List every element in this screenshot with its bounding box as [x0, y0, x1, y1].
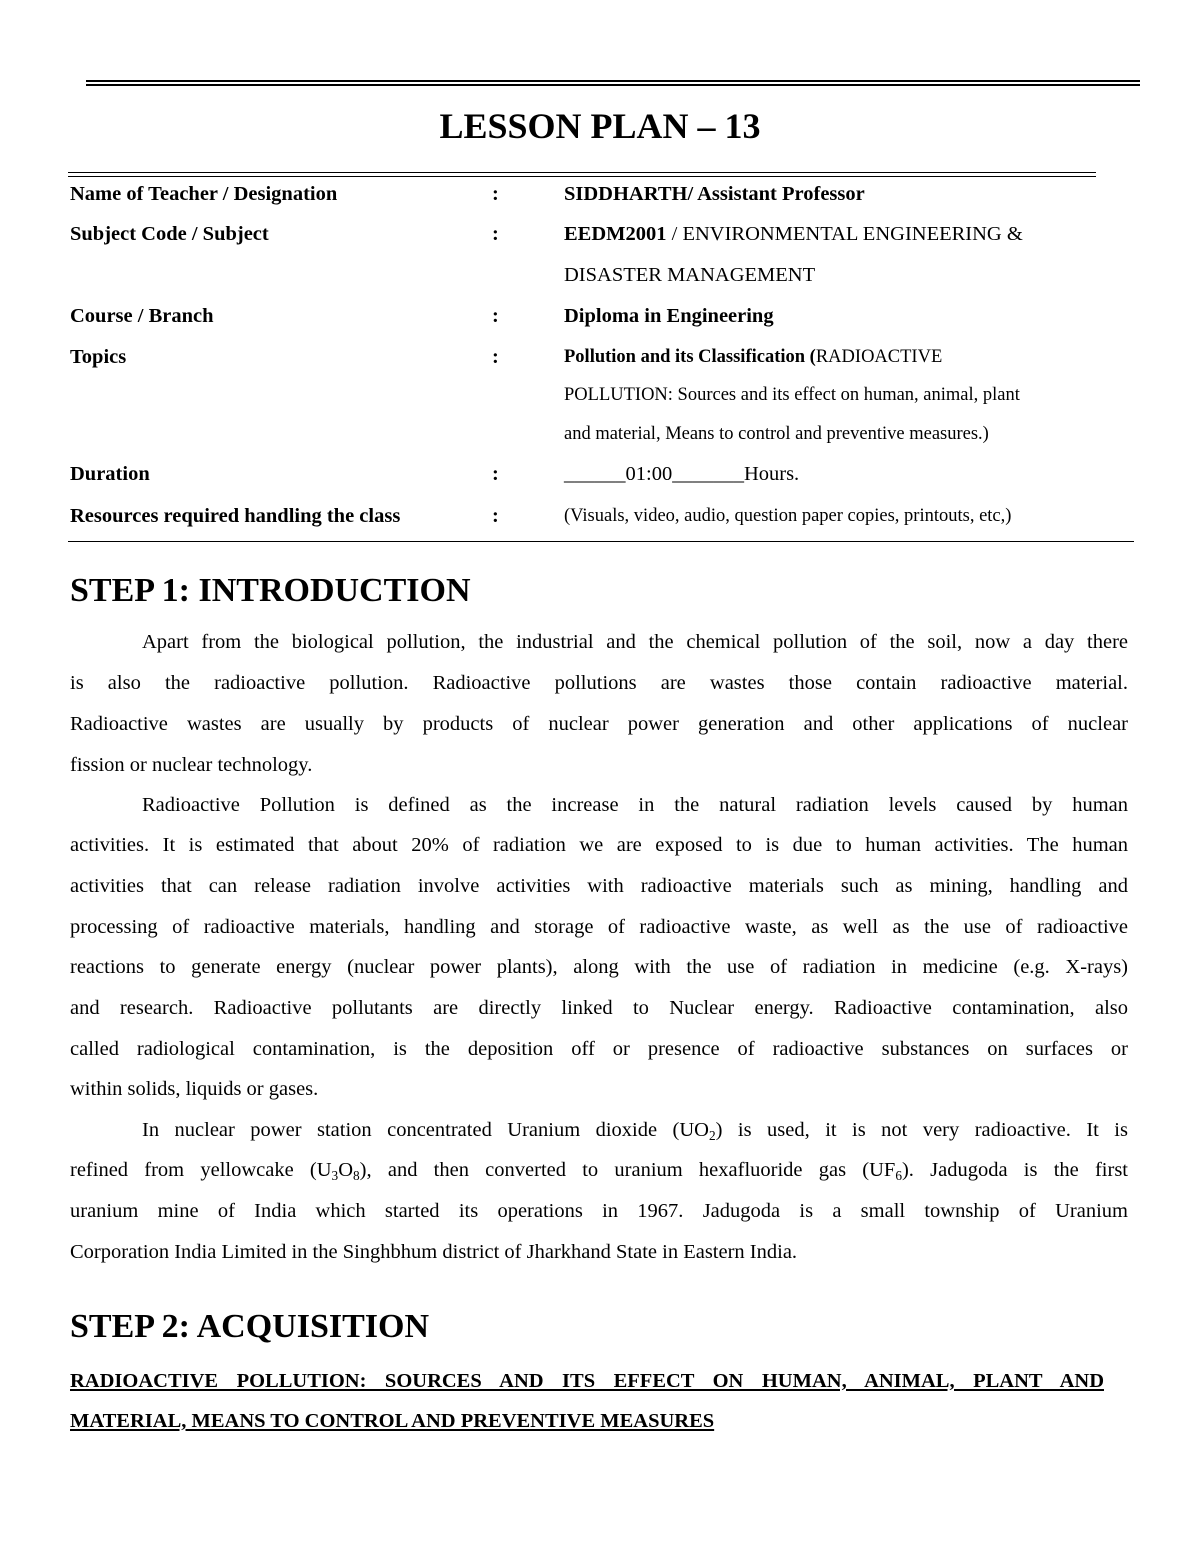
step1-heading: STEP 1: INTRODUCTION — [70, 572, 471, 609]
subject-value — [564, 214, 1023, 255]
subscript: 2 — [708, 1127, 716, 1143]
duration-label: Duration — [70, 463, 150, 485]
info-row-subject-cont — [70, 255, 1130, 296]
text-run: ) is used, it is not very radioactive. It is — [715, 1119, 1128, 1141]
paragraph-line: is also the radioactive pollution. Radioactive pollutions are wastes those contain radioactive material. — [70, 672, 1128, 694]
paragraph-line: activities. It is estimated that about 20% of radiation we are exposed to is due to human activities. The human — [70, 834, 1128, 856]
page-title: LESSON PLAN – 13 — [439, 106, 761, 146]
paragraph-line: reactions to generate energy (nuclear power plants), along with the use of radiation in medicine (e.g. X-rays) — [70, 956, 1128, 978]
paragraph-line — [70, 1150, 1128, 1191]
info-row-resources — [70, 496, 1130, 537]
paragraph-line: Radioactive wastes are usually by products of nuclear power generation and other applications of nuclear — [70, 713, 1128, 735]
info-bottom-rule — [68, 541, 1134, 542]
info-row-topics — [70, 337, 1130, 378]
paragraph-line: Corporation India Limited in the Singhbhum district of Jharkhand State in Eastern India. — [70, 1241, 798, 1263]
paragraph-line: within solids, liquids or gases. — [70, 1078, 319, 1100]
paragraph-line: Apart from the biological pollution, the industrial and the chemical pollution of the soil, now a day there — [142, 631, 1128, 653]
paragraph-line: uranium mine of India which started its operations in 1967. Jadugoda is a small township of Uranium — [70, 1200, 1128, 1222]
subject-name-line2: DISASTER MANAGEMENT — [564, 264, 816, 286]
subject-label: Subject Code / Subject — [70, 223, 269, 245]
topics-label: Topics — [70, 346, 127, 368]
topics-value-line3: and material, Means to control and preventive measures.) — [564, 424, 989, 444]
topics-value-line1 — [564, 337, 942, 378]
colon: : — [492, 463, 499, 485]
course-label: Course / Branch — [70, 305, 214, 327]
step2-heading: STEP 2: ACQUISITION — [70, 1308, 429, 1345]
section-subheading: MATERIAL, MEANS TO CONTROL AND PREVENTIVE MEASURES — [70, 1410, 715, 1432]
info-row-duration — [70, 454, 1130, 495]
resources-label: Resources required handling the class — [70, 505, 401, 527]
subject-code: EEDM2001 — [564, 223, 667, 245]
topics-value-line2: POLLUTION: Sources and its effect on human, animal, plant — [564, 385, 1020, 405]
paragraph-line: activities that can release radiation involve activities with radioactive materials such as mining, handling and — [70, 875, 1128, 897]
text-run: refined from yellowcake (U — [70, 1159, 332, 1181]
paragraph-line: processing of radioactive materials, handling and storage of radioactive waste, as well as the use of radioactive — [70, 916, 1128, 938]
info-row-topics-line3 — [70, 414, 1130, 455]
subscript: 3 — [331, 1167, 339, 1183]
colon: : — [492, 346, 499, 368]
info-row-topics-line2 — [70, 375, 1130, 416]
paragraph-line: fission or nuclear technology. — [70, 754, 313, 776]
teacher-value: SIDDHARTH/ Assistant Professor — [564, 183, 865, 205]
info-row-teacher — [70, 174, 1130, 215]
subscript: 8 — [353, 1167, 360, 1183]
course-value: Diploma in Engineering — [564, 305, 774, 327]
info-row-course — [70, 296, 1130, 337]
paragraph-line: and research. Radioactive pollutants are directly linked to Nuclear energy. Radioactive contamination, also — [70, 997, 1128, 1019]
section-subheading: RADIOACTIVE POLLUTION: SOURCES AND ITS EFFECT ON HUMAN, ANIMAL, PLANT AND — [70, 1370, 1104, 1392]
topics-bold: Pollution and its Classification ( — [564, 347, 816, 367]
text-run: ). Jadugoda is the first — [901, 1159, 1128, 1181]
paragraph-line — [70, 1110, 1128, 1151]
top-double-rule — [86, 80, 1140, 86]
text-run: O — [338, 1159, 354, 1181]
paragraph-line: called radiological contamination, is the deposition off or presence of radioactive substances on surfaces or — [70, 1038, 1128, 1060]
text-run: In nuclear power station concentrated Uranium dioxide (UO — [142, 1119, 709, 1141]
text-run: ), and then converted to uranium hexafluoride gas (UF — [359, 1159, 896, 1181]
subscript: 6 — [895, 1167, 902, 1183]
topics-line1-rest: RADIOACTIVE — [815, 347, 943, 367]
teacher-label: Name of Teacher / Designation — [70, 183, 338, 205]
resources-value: (Visuals, video, audio, question paper copies, printouts, etc,) — [564, 506, 1012, 526]
colon: : — [492, 305, 499, 327]
colon: : — [492, 223, 499, 245]
colon: : — [492, 183, 499, 205]
paragraph-line: Radioactive Pollution is defined as the increase in the natural radiation levels caused by human — [142, 794, 1128, 816]
info-row-subject — [70, 214, 1130, 255]
colon: : — [492, 505, 499, 527]
duration-value: ______01:00_______Hours. — [564, 463, 800, 485]
subject-name-line1: / ENVIRONMENTAL ENGINEERING & — [666, 223, 1023, 245]
